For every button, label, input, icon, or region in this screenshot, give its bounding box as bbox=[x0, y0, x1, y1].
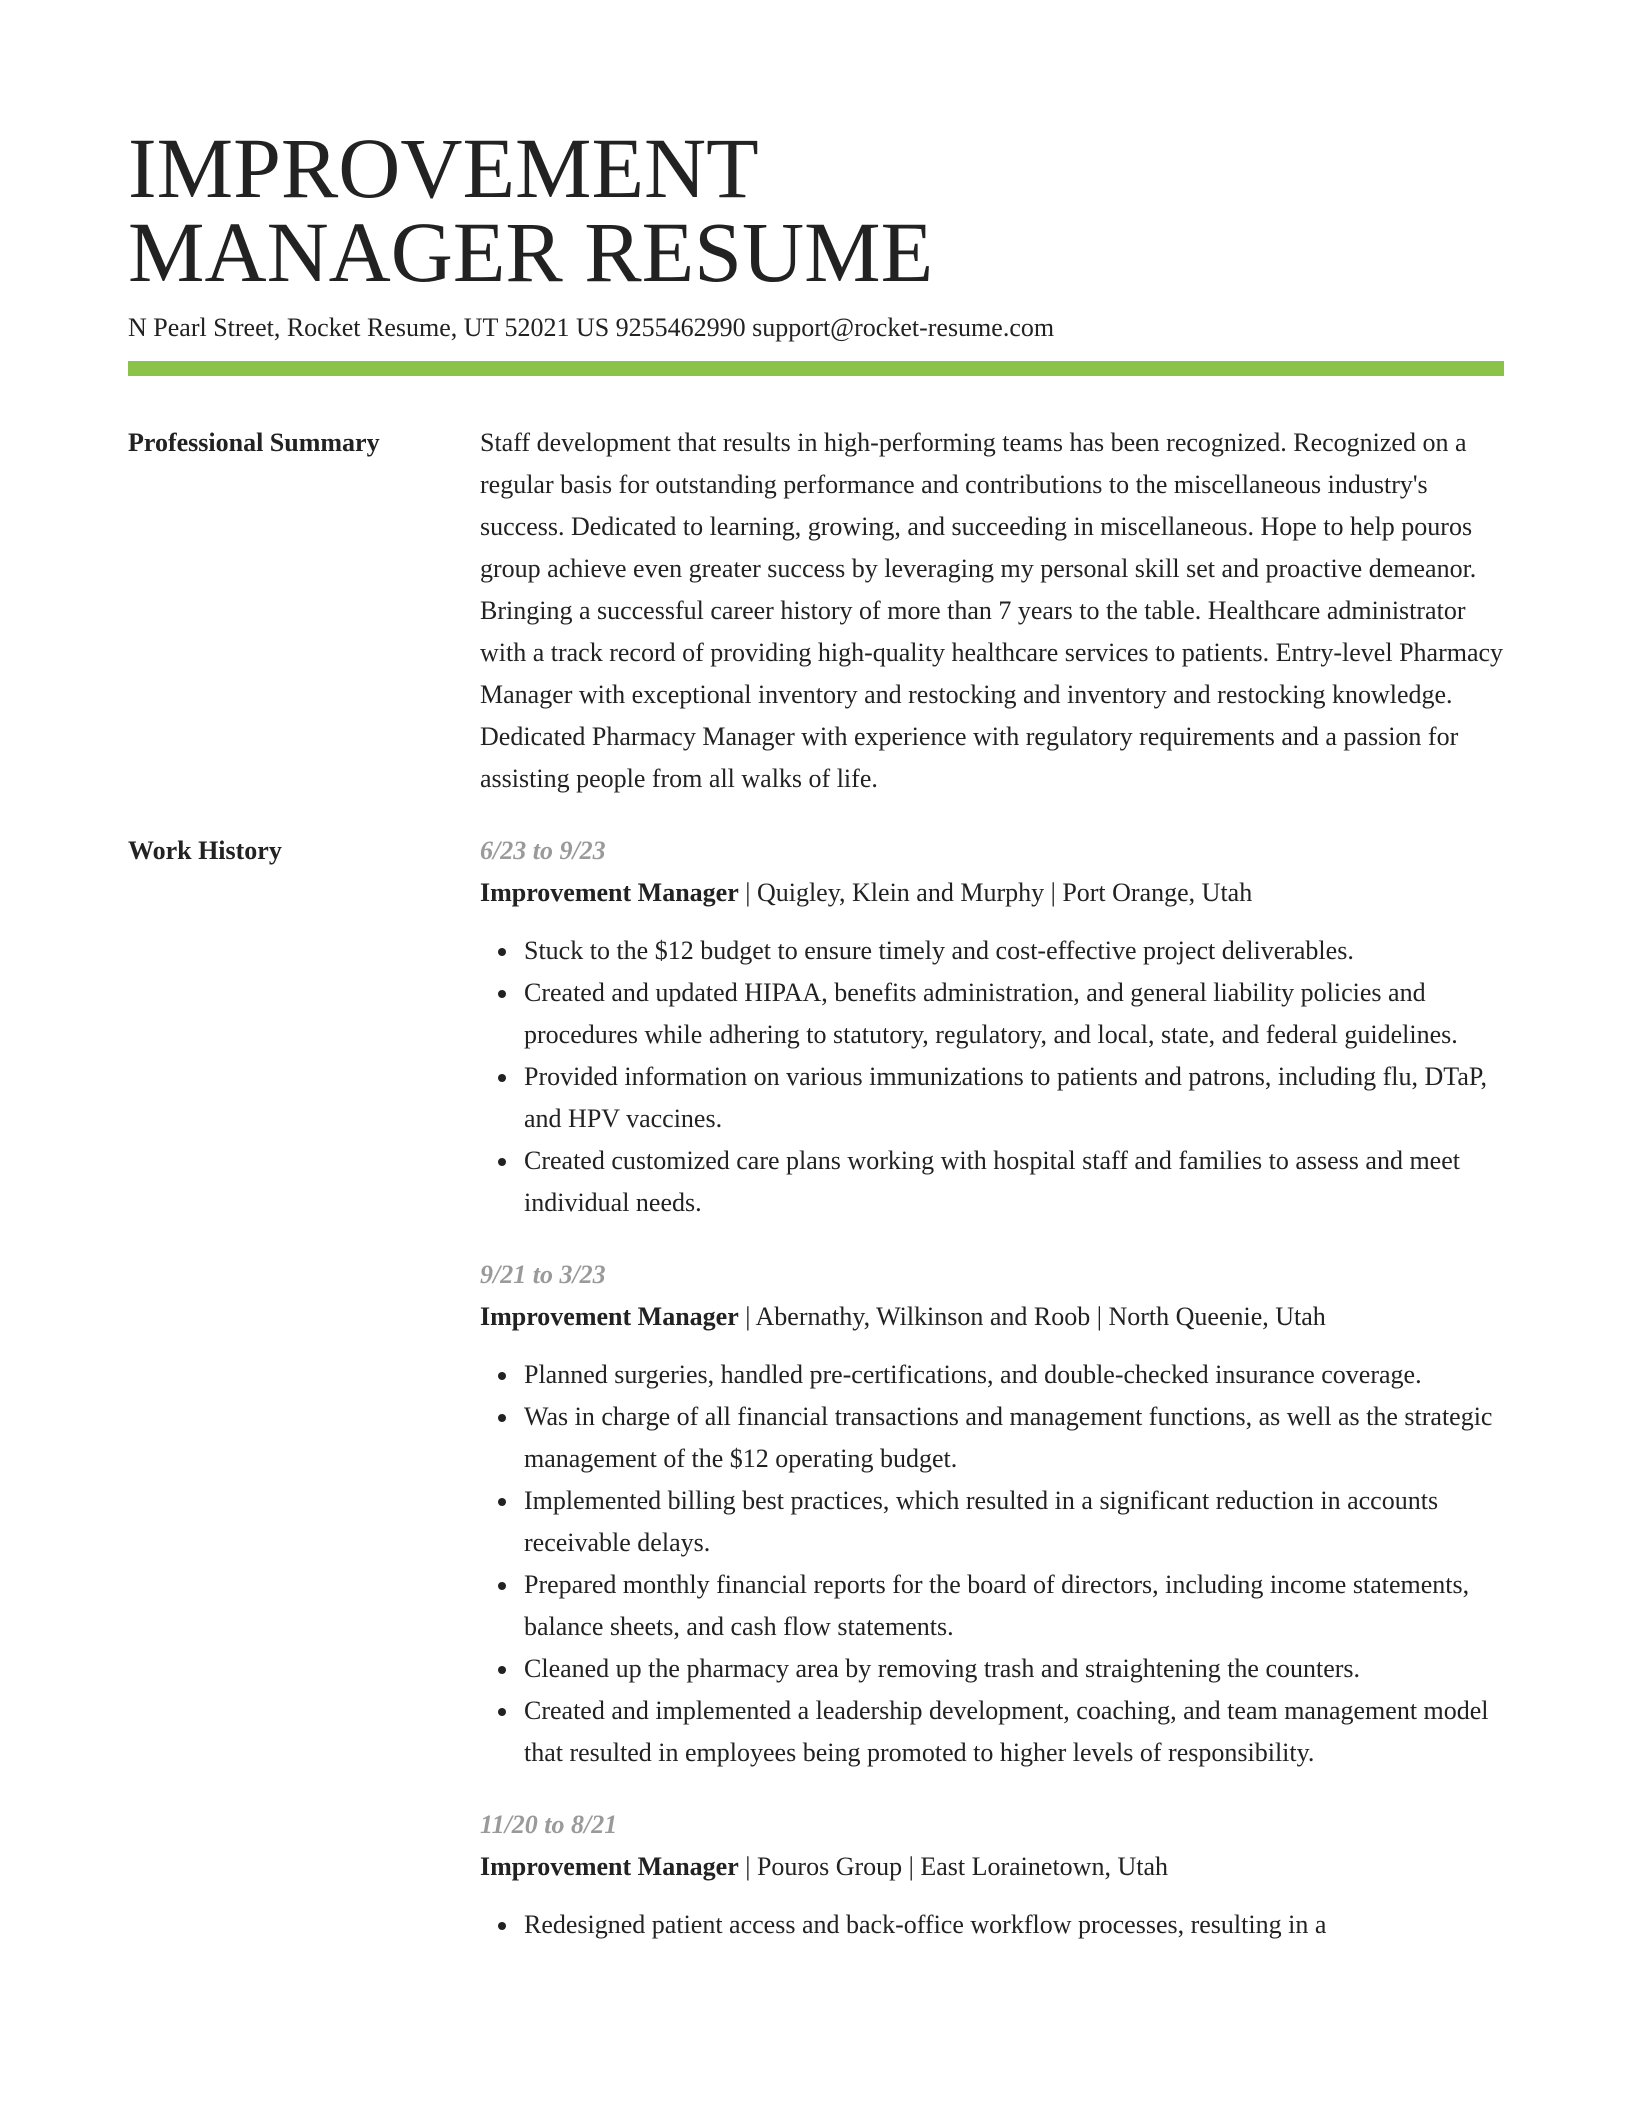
job-title: Improvement Manager bbox=[480, 1302, 739, 1331]
job-dates: 6/23 to 9/23 bbox=[480, 836, 606, 865]
job-bullet: Cleaned up the pharmacy area by removing trash and straightening the counters. bbox=[524, 1648, 1504, 1690]
resume-title-line-2: MANAGER RESUME bbox=[128, 204, 934, 300]
resume-title-line-1: IMPROVEMENT bbox=[128, 120, 759, 216]
work-history-body bbox=[480, 830, 1504, 1976]
job-entry bbox=[480, 1804, 1504, 1946]
job-bullet: Created customized care plans working with hospital staff and families to assess and meet individual needs. bbox=[524, 1140, 1504, 1224]
professional-summary-text: Staff development that results in high-performing teams has been recognized. Recognized on a regular basis for outstanding performance and contributions to the miscellaneous industry's success. Dedicated to learning, growing, and succeeding in miscellaneous. Hope to help pouros group achieve even greater success by leveraging my personal skill set and proactive demeanor. Bringing a successful career history of more than 7 years to the table. Healthcare administrator with a track record of providing high-quality healthcare services to patients. Entry-level Pharmacy Manager with exceptional inventory and restocking and inventory and restocking knowledge. Dedicated Pharmacy Manager with experience with regulatory requirements and a passion for assisting people from all walks of life. bbox=[480, 428, 1504, 793]
job-bullet: Provided information on various immunizations to patients and patrons, including flu, DTaP, and HPV vaccines. bbox=[524, 1056, 1504, 1140]
job-bullet: Implemented billing best practices, which resulted in a significant reduction in accounts receivable delays. bbox=[524, 1480, 1504, 1564]
job-bullet-list bbox=[480, 930, 1504, 1224]
job-entry bbox=[480, 830, 1504, 1224]
resume-title bbox=[128, 120, 1504, 300]
job-title: Improvement Manager bbox=[480, 878, 739, 907]
section-label-work-history: Work History bbox=[128, 836, 282, 865]
job-bullet: Created and updated HIPAA, benefits administration, and general liability policies and procedures while adhering to statutory, regulatory, and local, state, and federal guidelines. bbox=[524, 972, 1504, 1056]
job-entry bbox=[480, 1254, 1504, 1774]
job-bullet-list bbox=[480, 1354, 1504, 1774]
job-heading bbox=[480, 1296, 1504, 1338]
job-bullet: Planned surgeries, handled pre-certifications, and double-checked insurance coverage. bbox=[524, 1354, 1504, 1396]
job-bullet: Stuck to the $12 budget to ensure timely and cost-effective project deliverables. bbox=[524, 930, 1504, 972]
section-label-professional-summary: Professional Summary bbox=[128, 428, 380, 457]
job-bullet: Prepared monthly financial reports for the board of directors, including income statements, balance sheets, and cash flow statements. bbox=[524, 1564, 1504, 1648]
job-bullet: Redesigned patient access and back-office workflow processes, resulting in a bbox=[524, 1904, 1504, 1946]
job-heading bbox=[480, 1846, 1504, 1888]
professional-summary-body bbox=[480, 422, 1504, 800]
resume-page bbox=[128, 120, 1504, 1976]
job-bullet: Created and implemented a leadership development, coaching, and team management model that resulted in employees being promoted to higher levels of responsibility. bbox=[524, 1690, 1504, 1774]
job-dates: 9/21 to 3/23 bbox=[480, 1260, 606, 1289]
job-title: Improvement Manager bbox=[480, 1852, 739, 1881]
job-bullet: Was in charge of all financial transactions and management functions, as well as the strategic management of the $12 operating budget. bbox=[524, 1396, 1504, 1480]
job-dates: 11/20 to 8/21 bbox=[480, 1810, 618, 1839]
job-company-location: | Pouros Group | East Lorainetown, Utah bbox=[738, 1852, 1168, 1881]
job-company-location: | Abernathy, Wilkinson and Roob | North Queenie, Utah bbox=[738, 1302, 1326, 1331]
work-history-section bbox=[128, 830, 1504, 1976]
job-company-location: | Quigley, Klein and Murphy | Port Orange, Utah bbox=[738, 878, 1253, 907]
accent-divider bbox=[128, 361, 1504, 376]
job-heading bbox=[480, 872, 1504, 914]
professional-summary-section bbox=[128, 422, 1504, 800]
contact-info: N Pearl Street, Rocket Resume, UT 52021 US 9255462990 support@rocket-resume.com bbox=[128, 313, 1055, 342]
job-bullet-list bbox=[480, 1904, 1504, 1946]
